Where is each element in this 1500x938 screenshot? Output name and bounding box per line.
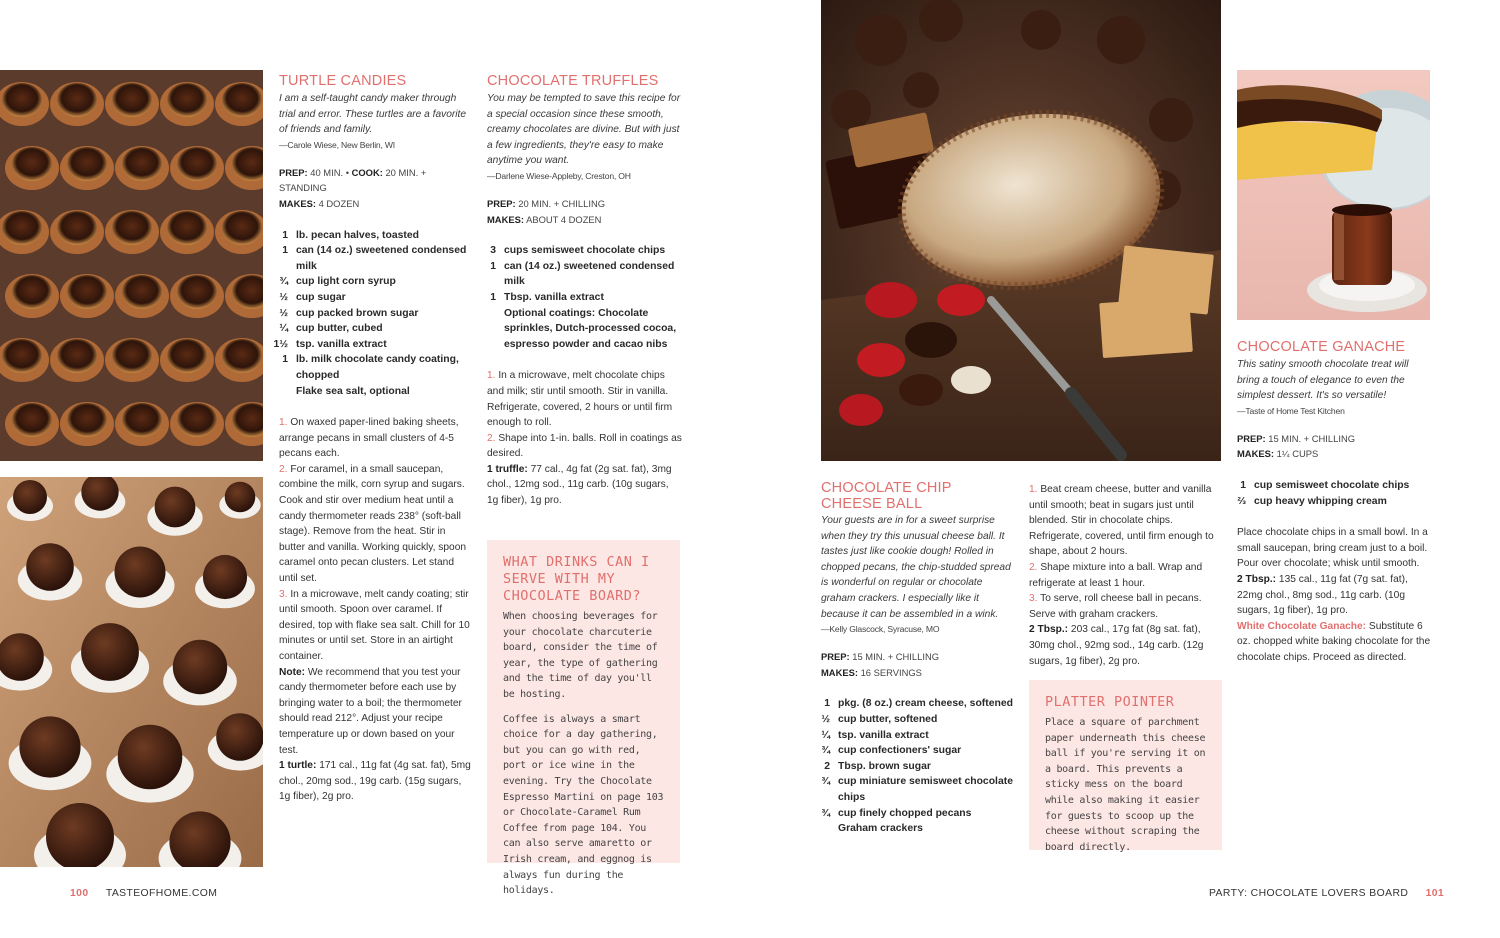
truffles-directions (487, 368, 682, 508)
ingredient-item: Optional coatings: Chocolate sprinkles, Dutch-processed cocoa, espresso powder and cacao nibs (504, 307, 677, 350)
ingredient-item: ½ cup packed brown sugar (279, 307, 419, 319)
drinks-sidebar-paragraph: When choosing beverages for your chocolate charcuterie board, consider the time of year, the type of gathering and the time of day you'll be hosting. (503, 611, 658, 700)
direction-step: 1. On waxed paper-lined baking sheets, arrange pecans in small clusters of 4-5 pecans each. (279, 417, 459, 460)
cheese-ball-title: CHOCOLATE CHIP CHEESE BALL (821, 480, 952, 512)
cheese-ball-ingredients (806, 696, 1016, 836)
truffles-prep: PREP: 20 MIN. + CHILLING (487, 197, 606, 209)
platter-pointer-title: PLATTER POINTER (1045, 694, 1175, 710)
truffle-ball (118, 725, 183, 790)
ingredient-item: 1 Tbsp. vanilla extract (490, 291, 604, 303)
truffle-ball (203, 555, 247, 599)
ingredient-item: ½ cup butter, softened (821, 713, 938, 725)
truffles-nutrition: 1 truffle: 77 cal., 4g fat (2g sat. fat), 3mg chol., 12mg sod., 11g carb. (10g sugars, 1g fiber), 1g pro. (487, 463, 672, 507)
turtle-candy (177, 275, 217, 309)
right-section: PARTY: CHOCOLATE LOVERS BOARD (1209, 888, 1409, 899)
truffle-ball (173, 640, 227, 694)
ingredient-item: ⅔ cup heavy whipping cream (1237, 495, 1387, 507)
drinks-sidebar-paragraph: Coffee is always a smart choice for a day gathering, but you can go with red, port or ice wine in the evening. Try the Chocolate Espresso Martini on page 103 or Chocolate-Caramel Rum Coffee from page 104. You can also serve amaretto or Irish cream, and eggnog is always fun during the holidays. (503, 713, 664, 897)
turtle-candy (167, 339, 207, 373)
drinks-sidebar-title: WHAT DRINKS CAN I SERVE WITH MY CHOCOLATE BOARD? (503, 554, 650, 604)
truffle-ball (26, 543, 74, 591)
platter-pointer-text: Place a square of parchment paper underneath this cheese ball if you're serving it on a board. This prevents a sticky mess on the board while also making it easier for guests to scoop up the cheese without scraping the board directly. (1045, 717, 1206, 853)
turtle-directions (279, 415, 474, 805)
truffle-ball (13, 480, 47, 514)
truffle-ball (216, 713, 263, 761)
truffles-makes: MAKES: ABOUT 4 DOZEN (487, 213, 602, 225)
ganache-directions (1237, 525, 1432, 665)
turtle-candy (57, 339, 97, 373)
turtle-candy (222, 339, 262, 373)
truffle-ball (81, 623, 139, 681)
turtle-candy (122, 403, 162, 437)
ingredient-item: 1 can (14 oz.) sweetened condensed milk (490, 260, 675, 288)
direction-step: 2. Shape into 1-in. balls. Roll in coatings as desired. (487, 432, 682, 460)
cheese-ball-byline: —Kelly Glascock, Syracuse, MO (821, 624, 940, 635)
turtle-candies-photo (0, 70, 263, 461)
turtle-candy (57, 211, 97, 245)
ganache-title: CHOCOLATE GANACHE (1237, 339, 1406, 355)
turtle-candy (2, 339, 42, 373)
turtle-candy (2, 83, 42, 117)
ingredient-item: 1 cup semisweet chocolate chips (1240, 479, 1410, 491)
truffle-ball (155, 487, 196, 528)
left-page-number: 100 (70, 888, 89, 899)
ingredient-item: ¼ cup butter, cubed (279, 323, 383, 335)
truffles-ingredients (472, 243, 682, 352)
ingredient-item: 3 cups semisweet chocolate chips (490, 245, 666, 257)
turtle-candy (67, 147, 107, 181)
platter-pointer-sidebar (1029, 680, 1222, 853)
turtle-note: Note: We recommend that you test your candy thermometer before each use by bringing water to a boil; the thermometer should read 212°. Adjust your recipe temperature up or down based on your test. (279, 666, 462, 756)
ingredient-item: Flake sea salt, optional (296, 385, 410, 397)
turtle-candy (177, 403, 217, 437)
right-footer (1209, 888, 1444, 899)
turtle-candy (167, 211, 207, 245)
ganache-column (1237, 357, 1432, 666)
direction-step: 1. Beat cream cheese, butter and vanilla until smooth; beat in sugars just until blended. Stir in chocolate chips. Refrigerate, covered, until firm enough to shape, about 2 hours. (1029, 484, 1214, 558)
direction-step: 1. In a microwave, melt chocolate chips and milk; stir until smooth. Stir in vanilla. Refrigerate, covered, 2 hours or until firm enough to roll. (487, 370, 673, 429)
turtle-ingredients (264, 228, 474, 400)
truffles-byline: —Darlene Wiese-Appleby, Creston, OH (487, 170, 631, 181)
ingredient-item: 1 lb. milk chocolate candy coating, chopped (282, 354, 459, 381)
truffle-ball (19, 716, 80, 777)
turtle-intro: I am a self-taught candy maker through trial and error. These turtles are a favorite of friends and family. (279, 93, 467, 136)
turtle-candy (12, 275, 52, 309)
turtle-candy (177, 147, 217, 181)
ingredient-item: ½ cup sugar (279, 291, 346, 303)
truffles-intro: You may be tempted to save this recipe for a special occasion since these smooth, creamy chocolates are divine. But with just a few ingredients, they're easy to make anytime you want. (487, 93, 681, 167)
left-site: TASTEOFHOME.COM (105, 888, 218, 899)
ganache-method: Place chocolate chips in a small bowl. In a small saucepan, bring cream just to a boil. Pour over chocolate; whisk until smooth. (1237, 527, 1428, 570)
direction-step: 2. For caramel, in a small saucepan, combine the milk, corn syrup and sugars. Cook and stir over medium heat until a candy thermometer reads 238° (soft-ball stage). Remove from the heat. Stir in butter and vanilla. Working quickly, spoon caramel onto pecan clusters. Let stand until set. (279, 463, 467, 585)
left-footer (70, 888, 217, 899)
cheese-ball-directions (1029, 482, 1224, 669)
cheese-ball-column (821, 513, 1016, 837)
turtle-candies-title: TURTLE CANDIES (279, 73, 407, 89)
turtle-candy (67, 275, 107, 309)
chocolate-truffles-column (487, 91, 682, 509)
ingredient-item: 1 pkg. (8 oz.) cream cheese, softened (824, 698, 1013, 710)
ganache-intro: This satiny smooth chocolate treat will bring a touch of elegance to even the simplest dessert. It's so versatile! (1237, 359, 1409, 402)
ingredient-item: ¼ tsp. vanilla extract (821, 729, 929, 741)
ingredient-item: ¾ cup light corn syrup (279, 276, 396, 288)
turtle-byline: —Carole Wiese, New Berlin, WI (279, 139, 395, 150)
truffle-ball (225, 482, 256, 513)
cheese-ball-intro: Your guests are in for a sweet surprise when they try this unusual cheese ball. It tastes just like cookie dough! Rolled in chopped pecans, the chip-studded spread is wonderful on regular or chocolate graham crackers. I especially like it because it can be assembled in a wink. (821, 515, 1011, 620)
ingredient-item: Graham crackers (838, 823, 923, 835)
ganache-variation: White Chocolate Ganache: Substitute 6 oz. chopped white baking chocolate for the chocolate chips. Proceed as directed. (1237, 620, 1431, 663)
turtle-makes: MAKES: 4 DOZEN (279, 197, 360, 209)
turtle-candy (112, 339, 152, 373)
direction-step: 3. In a microwave, melt candy coating; stir until smooth. Spoon over caramel. If desired, top with flake sea salt. Chill for 10 minutes or until set. Store in an airtight container. (279, 588, 470, 662)
turtle-candy (122, 147, 162, 181)
cheese-ball-board-photo (821, 0, 1221, 461)
turtle-candy (112, 211, 152, 245)
ingredient-item: ¾ cup confectioners' sugar (821, 745, 962, 757)
ingredient-item: 1 lb. pecan halves, toasted (282, 229, 419, 241)
ingredient-item: ¾ cup miniature semisweet chocolate chips (821, 776, 1013, 803)
turtle-candy (67, 403, 107, 437)
chocolate-truffles-title: CHOCOLATE TRUFFLES (487, 73, 659, 89)
truffle-ball (115, 547, 166, 598)
cheese-ball-makes: MAKES: 16 SERVINGS (821, 666, 922, 678)
ganache-ingredients (1222, 478, 1432, 509)
turtle-candy (57, 83, 97, 117)
turtle-candy (12, 147, 52, 181)
ingredient-item: 1 can (14 oz.) sweetened condensed milk (282, 245, 467, 272)
turtle-candy (2, 211, 42, 245)
turtle-candy (122, 275, 162, 309)
cheese-ball-nutrition: 2 Tbsp.: 203 cal., 17g fat (8g sat. fat), 30mg chol., 92mg sod., 14g carb. (12g sugars, 1g fiber), 2g pro. (1029, 624, 1204, 667)
right-page-number: 101 (1425, 888, 1445, 899)
ganache-dessert-photo (1237, 70, 1430, 320)
turtle-candy (167, 83, 207, 117)
ingredient-item: ¾ cup finely chopped pecans (821, 807, 972, 819)
ganache-byline: —Taste of Home Test Kitchen (1237, 405, 1345, 416)
turtle-candy (112, 83, 152, 117)
direction-step: 2. Shape mixture into a ball. Wrap and refrigerate at least 1 hour. (1029, 561, 1203, 589)
turtle-prep: PREP: 40 MIN. • COOK: 20 MIN. + STANDING (279, 166, 427, 194)
chocolate-truffles-photo (0, 477, 263, 867)
turtle-candy (12, 403, 52, 437)
ganache-nutrition: 2 Tbsp.: 135 cal., 11g fat (7g sat. fat), 22mg chol., 8mg sod., 11g carb. (10g sugars, 1g fiber), 1g pro. (1237, 573, 1408, 617)
turtle-candy (222, 83, 262, 117)
ganache-prep: PREP: 15 MIN. + CHILLING (1237, 432, 1356, 444)
ingredient-item: 2 Tbsp. brown sugar (824, 760, 931, 772)
turtle-nutrition: 1 turtle: 171 cal., 11g fat (4g sat. fat), 5mg chol., 20mg sod., 19g carb. (15g sugars, 1g fiber), 2g pro. (279, 760, 471, 803)
ingredient-item: 1½ tsp. vanilla extract (273, 338, 387, 350)
turtle-candies-column (273, 91, 474, 805)
ganache-makes: MAKES: 1¼ CUPS (1237, 448, 1319, 460)
drinks-sidebar (487, 540, 680, 897)
cheese-ball-prep: PREP: 15 MIN. + CHILLING (821, 651, 940, 663)
direction-step: 3. To serve, roll cheese ball in pecans. Serve with graham crackers. (1029, 593, 1202, 620)
turtle-candy (222, 211, 262, 245)
